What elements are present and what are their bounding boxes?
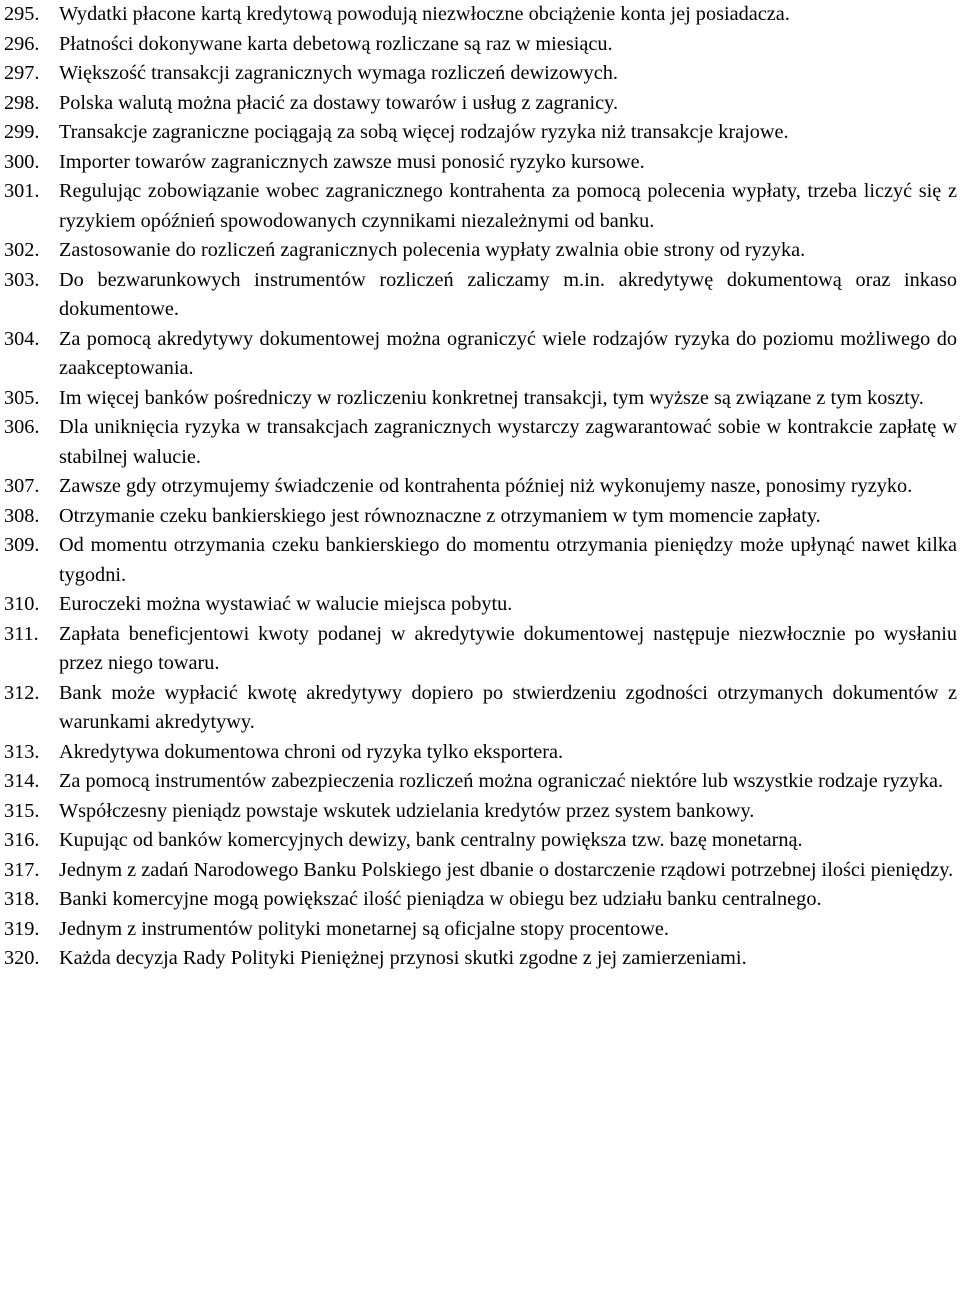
item-number: 319. (4, 917, 40, 940)
item-number: 302. (4, 239, 40, 261)
list-item (4, 885, 957, 915)
list-item (4, 148, 957, 178)
item-number: 313. (4, 740, 40, 763)
item-text: Bank może wypłacić kwotę akredytywy dopiero po stwierdzeniu zgodności otrzymanych dokumentów z warunkami akredytywy. (59, 681, 957, 733)
list-item (4, 797, 957, 827)
item-number: 310. (4, 593, 40, 615)
item-number: 303. (4, 268, 40, 291)
list-item (4, 0, 957, 30)
item-number: 298. (4, 91, 40, 114)
list-item (4, 826, 957, 856)
list-item (4, 620, 957, 679)
item-number: 299. (4, 121, 40, 143)
item-number: 305. (4, 386, 40, 409)
item-number: 300. (4, 150, 40, 173)
item-number: 314. (4, 770, 40, 792)
item-number: 306. (4, 416, 40, 438)
list-item (4, 944, 957, 974)
item-text: Kupując od banków komercyjnych dewizy, bank centralny powiększa tzw. bazę monetarną. (59, 829, 803, 851)
list-item (4, 89, 957, 119)
item-number: 304. (4, 327, 40, 350)
list-item (4, 413, 957, 472)
list-item (4, 266, 957, 325)
item-text: Polska walutą można płacić za dostawy towarów i usług z zagranicy. (59, 91, 619, 114)
list-item (4, 915, 957, 945)
list-item (4, 767, 957, 797)
item-number: 297. (4, 62, 40, 84)
item-text: Większość transakcji zagranicznych wymaga rozliczeń dewizowych. (59, 62, 618, 84)
list-item (4, 384, 957, 414)
item-text: Euroczeki można wystawiać w walucie miejsca pobytu. (59, 593, 513, 615)
list-item (4, 679, 957, 738)
item-text: Za pomocą instrumentów zabezpieczenia rozliczeń można ograniczać niektóre lub wszystkie rodzaje ryzyka. (59, 770, 944, 792)
item-number: 320. (4, 947, 40, 969)
item-number: 301. (4, 180, 40, 202)
list-item (4, 325, 957, 384)
list-item (4, 59, 957, 89)
list-item (4, 738, 957, 768)
list-item (4, 856, 957, 886)
list-item (4, 236, 957, 266)
item-number: 309. (4, 534, 40, 556)
list-item (4, 177, 957, 236)
item-text: Regulując zobowiązanie wobec zagranicznego kontrahenta za pomocą polecenia wypłaty, trzeba liczyć się z ryzykiem opóźnień spowodowanych czynnikami niezależnymi od banku. (59, 180, 957, 232)
item-number: 295. (4, 3, 40, 25)
item-number: 308. (4, 504, 40, 527)
list-item (4, 502, 957, 532)
item-text: Każda decyzja Rady Polityki Pieniężnej przynosi skutki zgodne z jej zamierzeniami. (59, 947, 747, 969)
item-number: 317. (4, 858, 40, 881)
item-number: 318. (4, 888, 40, 910)
item-text: Akredytywa dokumentowa chroni od ryzyka tylko eksportera. (59, 740, 564, 763)
item-number: 312. (4, 681, 40, 704)
item-text: Otrzymanie czeku bankierskiego jest równoznaczne z otrzymaniem w tym momencie zapłaty. (59, 504, 821, 527)
list-item (4, 118, 957, 148)
item-number: 311. (4, 622, 39, 645)
item-number: 315. (4, 799, 40, 822)
item-text: Jednym z zadań Narodowego Banku Polskiego jest dbanie o dostarczenie rządowi potrzebnej ilości pieniędzy. (59, 858, 954, 881)
item-text: Do bezwarunkowych instrumentów rozliczeń zaliczamy m.in. akredytywę dokumentową oraz inkaso dokumentowe. (59, 268, 957, 320)
item-text: Zawsze gdy otrzymujemy świadczenie od kontrahenta później niż wykonujemy nasze, ponosimy ryzyko. (59, 475, 913, 497)
item-text: Jednym z instrumentów polityki monetarnej są oficjalne stopy procentowe. (59, 917, 669, 940)
list-item (4, 590, 957, 620)
item-text: Od momentu otrzymania czeku bankierskiego do momentu otrzymania pieniędzy może upłynąć nawet kilka tygodni. (59, 534, 957, 586)
item-text: Wydatki płacone kartą kredytową powodują niezwłoczne obciążenie konta jej posiadacza. (59, 3, 790, 25)
item-text: Dla uniknięcia ryzyka w transakcjach zagranicznych wystarczy zagwarantować sobie w kontrakcie zapłatę w stabilnej walucie. (59, 416, 957, 468)
list-item (4, 531, 957, 590)
list-item (4, 472, 957, 502)
item-text: Transakcje zagraniczne pociągają za sobą więcej rodzajów ryzyka niż transakcje krajowe. (59, 121, 789, 143)
item-number: 316. (4, 829, 40, 851)
item-text: Współczesny pieniądz powstaje wskutek udzielania kredytów przez system bankowy. (59, 799, 755, 822)
item-text: Im więcej banków pośredniczy w rozliczeniu konkretnej transakcji, tym wyższe są związane z tym koszty. (59, 386, 924, 409)
item-number: 296. (4, 32, 40, 55)
item-text: Zastosowanie do rozliczeń zagranicznych polecenia wypłaty zwalnia obie strony od ryzyka. (59, 239, 806, 261)
item-text: Płatności dokonywane karta debetową rozliczane są raz w miesiącu. (59, 32, 613, 55)
item-text: Importer towarów zagranicznych zawsze musi ponosić ryzyko kursowe. (59, 150, 645, 173)
item-text: Zapłata beneficjentowi kwoty podanej w akredytywie dokumentowej następuje niezwłocznie po wysłaniu przez niego towaru. (59, 622, 957, 674)
item-text: Banki komercyjne mogą powiększać ilość pieniądza w obiegu bez udziału banku centralnego. (59, 888, 822, 910)
list-item (4, 30, 957, 60)
item-text: Za pomocą akredytywy dokumentowej można ograniczyć wiele rodzajów ryzyka do poziomu możliwego do zaakceptowania. (59, 327, 957, 379)
item-number: 307. (4, 475, 40, 497)
